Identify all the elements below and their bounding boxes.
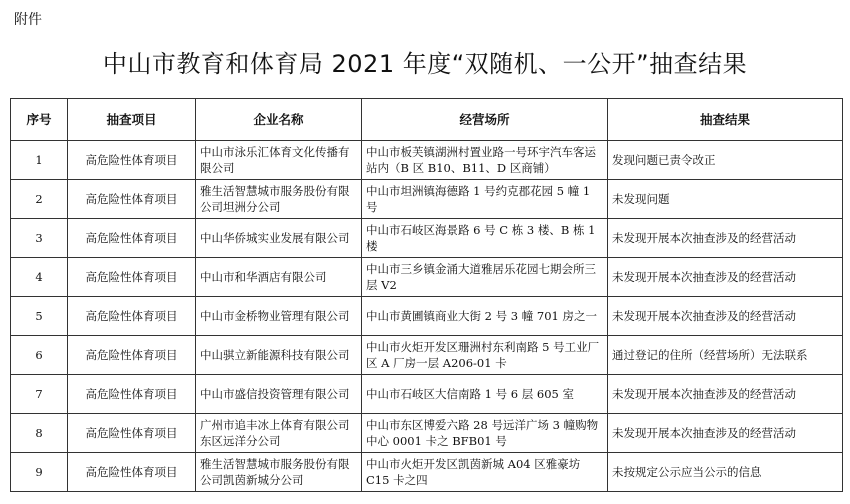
column-header-result: 抽查结果 [608, 99, 843, 141]
table-row [11, 297, 843, 336]
row-company-name: 中山华侨城实业发展有限公司 [196, 219, 362, 258]
row-check-result: 通过登记的住所（经营场所）无法联系 [608, 336, 843, 375]
table-row [11, 336, 843, 375]
table-row [11, 180, 843, 219]
row-check-result: 未发现开展本次抽查涉及的经营活动 [608, 297, 843, 336]
table-row [11, 375, 843, 414]
row-business-place: 中山市坦洲镇海德路 1 号约克郡花园 5 幢 1 号 [362, 180, 608, 219]
table-body [11, 141, 843, 492]
column-header-company: 企业名称 [196, 99, 362, 141]
row-index: 8 [11, 414, 68, 453]
row-check-item: 高危险性体育项目 [68, 336, 196, 375]
row-check-item: 高危险性体育项目 [68, 141, 196, 180]
row-index: 2 [11, 180, 68, 219]
row-business-place: 中山市东区博爱六路 28 号远洋广场 3 幢购物中心 0001 卡之 BFB01 号 [362, 414, 608, 453]
row-check-item: 高危险性体育项目 [68, 414, 196, 453]
row-business-place: 中山市石岐区大信南路 1 号 6 层 605 室 [362, 375, 608, 414]
page-title: 中山市教育和体育局 2021 年度“双随机、一公开”抽查结果 [102, 50, 748, 78]
row-check-item: 高危险性体育项目 [68, 258, 196, 297]
column-header-index: 序号 [11, 99, 68, 141]
row-business-place: 中山市石岐区海景路 6 号 C 栋 3 楼、B 栋 1 楼 [362, 219, 608, 258]
row-index: 5 [11, 297, 68, 336]
row-check-result: 未发现开展本次抽查涉及的经营活动 [608, 219, 843, 258]
row-index: 9 [11, 453, 68, 492]
attachment-label: 附件 [14, 12, 42, 28]
row-company-name: 雅生活智慧城市服务股份有限公司坦洲分公司 [196, 180, 362, 219]
column-header-item: 抽查项目 [68, 99, 196, 141]
results-table [10, 98, 843, 492]
table-header-row [11, 99, 843, 141]
row-index: 4 [11, 258, 68, 297]
row-company-name: 中山市和华酒店有限公司 [196, 258, 362, 297]
row-business-place: 中山市火炬开发区凯茵新城 A04 区雅豪坊 C15 卡之四 [362, 453, 608, 492]
row-check-result: 未发现开展本次抽查涉及的经营活动 [608, 258, 843, 297]
row-company-name: 中山市泳乐汇体育文化传播有限公司 [196, 141, 362, 180]
row-business-place: 中山市三乡镇金涌大道雅居乐花园七期会所三层 V2 [362, 258, 608, 297]
table-row [11, 414, 843, 453]
row-business-place: 中山市板芙镇湖洲村置业路一号环宇汽车客运站内（B 区 B10、B11、D 区商铺） [362, 141, 608, 180]
row-company-name: 中山骐立新能源科技有限公司 [196, 336, 362, 375]
row-company-name: 广州市追丰冰上体育有限公司东区远洋分公司 [196, 414, 362, 453]
row-index: 1 [11, 141, 68, 180]
row-company-name: 中山市盛信投资管理有限公司 [196, 375, 362, 414]
table-row [11, 258, 843, 297]
table-row [11, 453, 843, 492]
row-company-name: 中山市金桥物业管理有限公司 [196, 297, 362, 336]
row-check-item: 高危险性体育项目 [68, 180, 196, 219]
row-check-item: 高危险性体育项目 [68, 453, 196, 492]
row-index: 3 [11, 219, 68, 258]
row-check-item: 高危险性体育项目 [68, 297, 196, 336]
row-check-result: 未发现问题 [608, 180, 843, 219]
row-index: 6 [11, 336, 68, 375]
row-check-result: 未发现开展本次抽查涉及的经营活动 [608, 414, 843, 453]
row-company-name: 雅生活智慧城市服务股份有限公司凯茵新城分公司 [196, 453, 362, 492]
table-row [11, 219, 843, 258]
row-check-result: 未发现开展本次抽查涉及的经营活动 [608, 375, 843, 414]
row-index: 7 [11, 375, 68, 414]
row-check-result: 未按规定公示应当公示的信息 [608, 453, 843, 492]
table-row [11, 141, 843, 180]
row-check-item: 高危险性体育项目 [68, 375, 196, 414]
row-business-place: 中山市黄圃镇商业大街 2 号 3 幢 701 房之一 [362, 297, 608, 336]
row-check-item: 高危险性体育项目 [68, 219, 196, 258]
column-header-place: 经营场所 [362, 99, 608, 141]
row-business-place: 中山市火炬开发区珊洲村东利南路 5 号工业厂区 A 厂房一层 A206-01 卡 [362, 336, 608, 375]
row-check-result: 发现问题已责令改正 [608, 141, 843, 180]
